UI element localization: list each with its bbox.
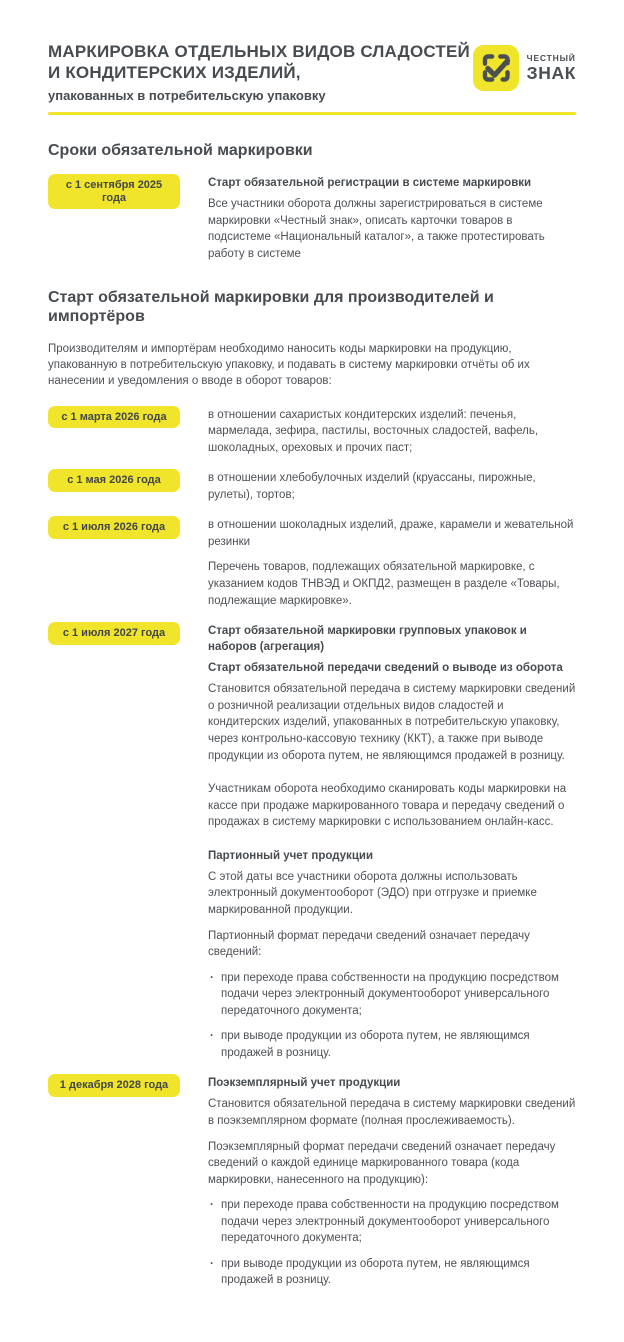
date-badge-sep2025: с 1 сентября 2025 года (48, 174, 180, 209)
bullet-list (208, 970, 576, 1062)
timeline-row-mar2026 (48, 406, 576, 457)
timeline-row-sep2025 (48, 174, 576, 262)
page-title (48, 42, 470, 84)
row-content (208, 1074, 576, 1289)
check-scan-icon (473, 45, 519, 91)
row-subtitle-batch-accounting: Партионный учет продукции (208, 849, 374, 862)
date-badge-mar2026: с 1 марта 2026 года (48, 406, 180, 429)
header-titles (48, 42, 470, 103)
row-paragraph: Поэкземплярный формат передачи сведений означает передачу сведений о каждой единице маркированного товара (кода маркировки, нанесенного на продукцию): (208, 1140, 556, 1186)
row-paragraph: Становится обязательной передача в систему маркировки сведений о розничной реализации отдельных видов сладостей и кондитерских изделий, упакованных в потребительскую упаковку, через контрольно-кассовую технику (ККТ), а также при выводе продукции из оборота путем, не являющимся продажей в розницу. (208, 683, 576, 762)
bullet-item: · при выводе продукции из оборота путем, не являющимся продажей в розницу. (208, 1256, 576, 1289)
chestny-znak-logo (473, 45, 576, 91)
badge-column (48, 516, 208, 539)
page-title-line2: И КОНДИТЕРСКИХ ИЗДЕЛИЙ, (48, 62, 301, 82)
row-title-withdrawal: Старт обязательной передачи сведений о выводе из оборота (208, 662, 563, 675)
row-body: в отношении сахаристых кондитерских изделий: печенья, мармелада, зефира, пастилы, восточных сладостей, вафель, шоколадных, ореховых и прочих паст; (208, 408, 539, 454)
section-intro: Производителям и импортёрам необходимо наносить коды маркировки на продукцию, упакованную в потребительскую упаковку, и подавать в систему маркировки отчёты об их нанесении и уведомления о вводе в оборот товаров: (48, 342, 530, 388)
badge-column (48, 1074, 208, 1097)
timeline-row-jul2026 (48, 516, 576, 609)
date-badge-jul2027: с 1 июля 2027 года (48, 622, 180, 645)
row-body: в отношении шоколадных изделий, драже, карамели и жевательной резинки (208, 519, 574, 548)
row-paragraph: С этой даты все участники оборота должны использовать электронный документооборот (ЭДО) при отгрузке и приемке маркированной продукции. (208, 870, 537, 916)
timeline-row-jul2027 (48, 622, 576, 1061)
row-content (208, 469, 576, 503)
bullet-item: · при переходе права собственности на продукцию посредством подачи через электронный документооборот универсального передаточного документа; (208, 970, 576, 1020)
row-content (208, 622, 576, 1061)
logo-text (527, 54, 576, 82)
badge-column (48, 174, 208, 209)
date-badge-dec2028: 1 декабря 2028 года (48, 1074, 180, 1097)
timeline-row-may2026 (48, 469, 576, 503)
bullet-list (208, 1197, 576, 1289)
row-body: Все участники оборота должны зарегистрироваться в системе маркировки «Честный знак», описать карточки товаров в подсистеме «Национальный каталог», а также протестировать работу в системе (208, 198, 545, 260)
row-paragraph: Участникам оборота необходимо сканировать коды маркировки на кассе при продаже маркированного товара и передачу сведений о продажах в систему маркировки с использованием онлайн-касс. (208, 783, 567, 829)
row-paragraph: Становится обязательной передача в систему маркировки сведений в поэкземплярном формате (полная прослеживаемость). (208, 1098, 576, 1127)
logo-text-bottom: ЗНАК (526, 62, 576, 83)
header (48, 42, 576, 103)
section-heading-deadlines: Сроки обязательной маркировки (48, 141, 313, 159)
row-content (208, 516, 576, 609)
row-content (208, 174, 576, 262)
bullet-item: · при выводе продукции из оборота путем, не являющимся продажей в розницу. (208, 1028, 576, 1061)
bullet-item: · при переходе права собственности на продукцию посредством подачи через электронный документооборот универсального передаточного документа; (208, 1197, 576, 1247)
row-title: Старт обязательной регистрации в системе маркировки (208, 177, 532, 189)
row-content (208, 406, 576, 457)
date-badge-jul2026: с 1 июля 2026 года (48, 516, 180, 539)
page-title-line1: МАРКИРОВКА ОТДЕЛЬНЫХ ВИДОВ СЛАДОСТЕЙ (48, 42, 470, 61)
badge-column (48, 469, 208, 492)
badge-column (48, 622, 208, 645)
page-subtitle: упакованных в потребительскую упаковку (48, 87, 326, 103)
row-title-aggregation: Старт обязательной маркировки групповых упаковок и наборов (агрегация) (208, 625, 527, 654)
logo-text-top: ЧЕСТНЫЙ (526, 53, 576, 63)
row-note: Перечень товаров, подлежащих обязательной маркировке, с указанием кодов ТНВЭД и ОКПД2, размещен в разделе «Товары, подлежащие маркировке». (208, 561, 560, 607)
date-badge-may2026: с 1 мая 2026 года (48, 469, 180, 492)
yellow-divider (48, 112, 576, 115)
row-title-unit-accounting: Поэкземплярный учет продукции (208, 1077, 401, 1090)
row-body: в отношении хлебобулочных изделий (круассаны, пирожные, рулеты), тортов; (208, 472, 536, 501)
row-paragraph: Партионный формат передачи сведений означает передачу сведений: (208, 929, 530, 959)
badge-column (48, 406, 208, 429)
timeline-row-dec2028 (48, 1074, 576, 1289)
section-heading-producers: Старт обязательной маркировки для производителей и импортёров (48, 289, 494, 326)
